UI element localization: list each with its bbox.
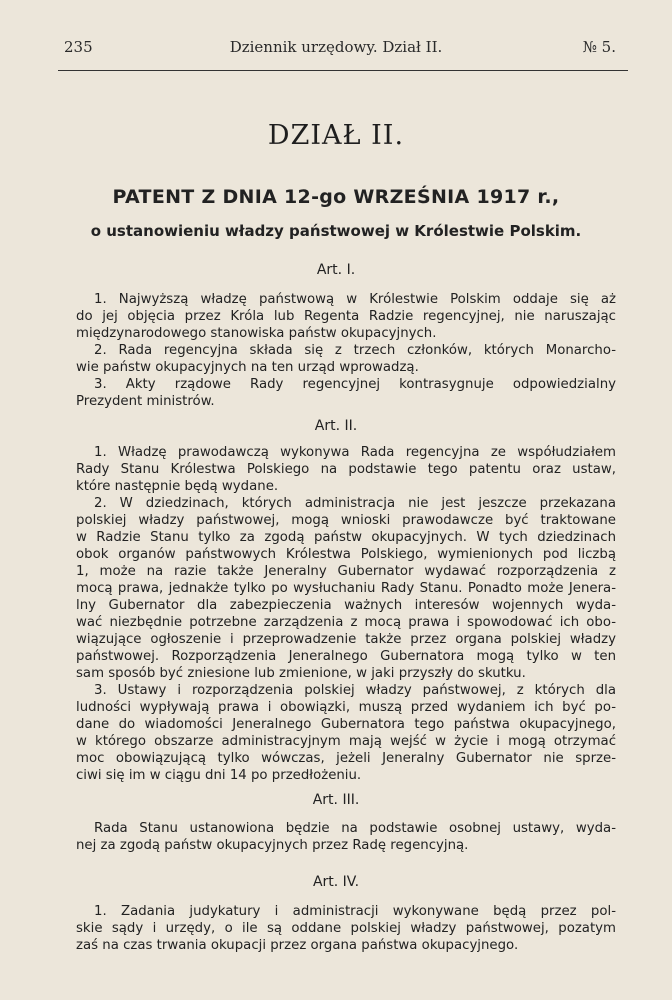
text-line: 1. Najwyższą władzę państwową w Królestwie Polskim oddaje się aż xyxy=(94,292,616,307)
journal-title: Dziennik urzędowy. Dział II. xyxy=(229,38,443,56)
text-line: 1, może na razie także Jeneralny Gubernator wydawać rozporządzenia z xyxy=(76,564,616,579)
text-line: w Radzie Stanu tylko za zgodą państw okupacyjnych. W tych dziedzinach xyxy=(76,530,616,545)
text-line: 3. Akty rządowe Rady regencyjnej kontrasygnuje odpowiedzialny xyxy=(94,377,616,392)
text-line: 3. Ustawy i rozporządzenia polskiej władzy państwowej, z których dla xyxy=(94,683,616,698)
text-line: ludności wypływają prawa i obowiązki, muszą przed wydaniem ich być po- xyxy=(76,700,616,715)
text-line: międzynarodowego stanowiska państw okupacyjnych. xyxy=(76,326,437,341)
text-line: ciwi się im w ciągu dni 14 po przedłożeniu. xyxy=(76,768,362,783)
section-title: DZIAŁ II. xyxy=(267,120,405,151)
text-line: wać niezbędnie potrzebne zarządzenia z mocą prawa i spowodować ich obo- xyxy=(76,615,616,630)
text-line: 1. Władzę prawodawczą wykonywa Rada regencyjna ze współudziałem xyxy=(94,445,616,460)
text-line: lny Gubernator dla zabezpieczenia ważnych interesów wojennych wyda- xyxy=(76,598,616,613)
art-4-heading: Art. IV. xyxy=(312,874,360,890)
text-line: 1. Zadania judykatury i administracji wykonywane będą przez pol- xyxy=(94,904,616,919)
text-line: mocą prawa, jednakże tylko po wysłuchaniu Rady Stanu. Ponadto może Jenera- xyxy=(76,581,616,596)
text-line: zaś na czas trwania okupacji przez organa państwa okupacyjnego. xyxy=(76,938,519,953)
issue-number: № 5. xyxy=(582,38,616,56)
text-line: 2. W dziedzinach, których administracja nie jest jeszcze przekazana xyxy=(94,496,616,511)
art-3-heading: Art. III. xyxy=(312,792,360,808)
text-line: Prezydent ministrów. xyxy=(76,394,215,409)
patent-subtitle: o ustanowieniu władzy państwowej w Królestwie Polskim. xyxy=(90,222,582,240)
header-rule xyxy=(58,70,628,71)
text-line: sam sposób być zniesione lub zmienione, w jaki przyszły do skutku. xyxy=(76,666,526,681)
patent-title: PATENT Z DNIA 12-go WRZEŚNIA 1917 r., xyxy=(112,186,560,208)
text-line: obok organów państwowych Królestwa Polskiego, wymienionych pod liczbą xyxy=(76,547,616,562)
page-number: 235 xyxy=(64,38,93,56)
art-1-heading: Art. I. xyxy=(316,262,356,278)
text-line: państwowej. Rozporządzenia Jeneralnego Gubernatora mogą tylko w ten xyxy=(76,649,616,664)
text-line: skie sądy i urzędy, o ile są oddane polskiej władzy państwowej, pozatym xyxy=(76,921,616,936)
text-line: nej za zgodą państw okupacyjnych przez Radę regencyjną. xyxy=(76,838,469,853)
text-line: 2. Rada regencyjna składa się z trzech członków, których Monarcho- xyxy=(94,343,616,358)
text-line: Rady Stanu Królestwa Polskiego na podstawie tego patentu oraz ustaw, xyxy=(76,462,616,477)
text-line: w którego obszarze administracyjnym mają wejść w życie i mogą otrzymać xyxy=(76,734,616,749)
text-line: Rada Stanu ustanowiona będzie na podstawie osobnej ustawy, wyda- xyxy=(94,821,616,836)
text-line: które następnie będą wydane. xyxy=(76,479,279,494)
text-line: wie państw okupacyjnych na ten urząd wprowadzą. xyxy=(76,360,419,375)
text-line: moc obowiązującą tylko wówczas, jeżeli Jeneralny Gubernator nie sprze- xyxy=(76,751,616,766)
page-header xyxy=(0,38,672,62)
text-line: do jej objęcia przez Króla lub Regenta Radzie regencyjnej, nie naruszając xyxy=(76,309,616,324)
text-line: dane do wiadomości Jeneralnego Gubernatora tego państwa okupacyjnego, xyxy=(76,717,616,732)
text-line: wiązujące ogłoszenie i przeprowadzenie także przez organa polskiej władzy xyxy=(76,632,616,647)
art-2-heading: Art. II. xyxy=(314,418,358,434)
text-line: polskiej władzy państwowej, mogą wnioski prawodawcze być traktowane xyxy=(76,513,616,528)
